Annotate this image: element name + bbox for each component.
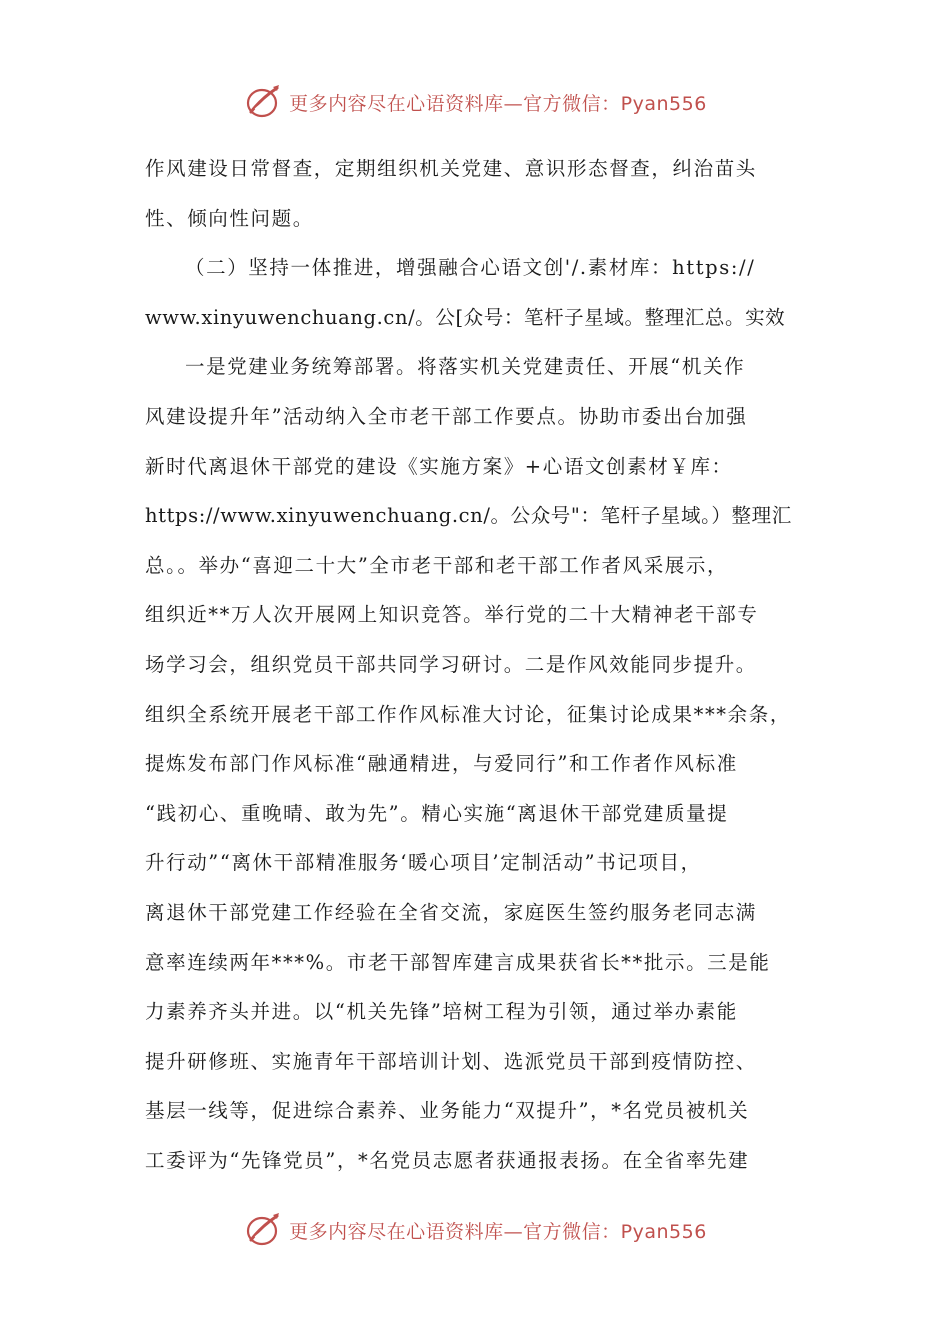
- pen-in-circle-logo-icon: [243, 1210, 283, 1250]
- text-line: 提炼发布部门作风标准“融通精进，与爱同行”和工作者作风标准: [145, 752, 738, 776]
- wechat-id: Pyan556: [620, 92, 707, 115]
- footer-banner: [0, 1208, 950, 1252]
- text-line: 作风建设日常督查，定期组织机关党建、意识形态督查，纠治苗头: [145, 157, 757, 180]
- text-line: 力素养齐头并进。以“机关先锋”培树工程为引领，通过举办素能: [145, 1000, 738, 1024]
- text-line: 基层一线等，促进综合素养、业务能力“双提升”，*名党员被机关: [145, 1099, 750, 1123]
- text-line: 升行动”“离休干部精准服务‘暖心项目’定制活动”书记项目，: [145, 851, 702, 875]
- wechat-id: Pyan556: [620, 1220, 707, 1243]
- text-line: 提升研修班、实施青年干部培训计划、选派党员干部到疫情防控、: [145, 1049, 757, 1073]
- banner-text: 更多内容尽在心语资料库—官方微信：Pyan556: [289, 1220, 707, 1243]
- section-heading: （二）坚持一体推进，增强融合心语文创'/.素材库：https://: [185, 256, 756, 280]
- banner-text: 更多内容尽在心语资料库—官方微信：Pyan556: [289, 92, 707, 115]
- text-line: www.xinyuwenchuang.cn/。公[众号：笔杆子星域。整理汇总。实效: [145, 305, 786, 329]
- text-line: 场学习会，组织党员干部共同学习研讨。二是作风效能同步提升。: [145, 652, 757, 676]
- text-line: 风建设提升年”活动纳入全市老干部工作要点。协助市委出台加强: [145, 404, 748, 428]
- text-line: https://www.xinyuwenchuang.cn/。公众号"：笔杆子星域。）整理汇: [145, 504, 792, 528]
- text-line: 性、倾向性问题。: [145, 206, 314, 230]
- text-line: 新时代离退休干部党的建设《实施方案》+心语文创素材￥库：: [145, 454, 733, 478]
- text-line: 组织近**万人次开展网上知识竞答。举行党的二十大精神老干部专: [145, 603, 759, 627]
- document-body: [145, 144, 817, 1185]
- paragraph-start: 一是党建业务统筹部署。将落实机关党建责任、开展“机关作: [185, 355, 746, 379]
- header-banner: [0, 80, 950, 124]
- pen-in-circle-logo-icon: [243, 82, 283, 122]
- text-line: 组织全系统开展老干部工作作风标准大讨论，征集讨论成果***余条，: [145, 702, 791, 726]
- text-line: 总。。举办“喜迎二十大”全市老干部和老干部工作者风采展示，: [145, 553, 729, 577]
- text-line: “践初心、重晚晴、敢为先”。精心实施“离退休干部党建质量提: [145, 801, 729, 825]
- text-line: 离退休干部党建工作经验在全省交流，家庭医生签约服务老同志满: [145, 900, 757, 924]
- text-line: 意率连续两年***%。市老干部智库建言成果获省长**批示。三是能: [145, 950, 771, 974]
- text-line: 工委评为“先锋党员”，*名党员志愿者获通报表扬。在全省率先建: [145, 1148, 750, 1172]
